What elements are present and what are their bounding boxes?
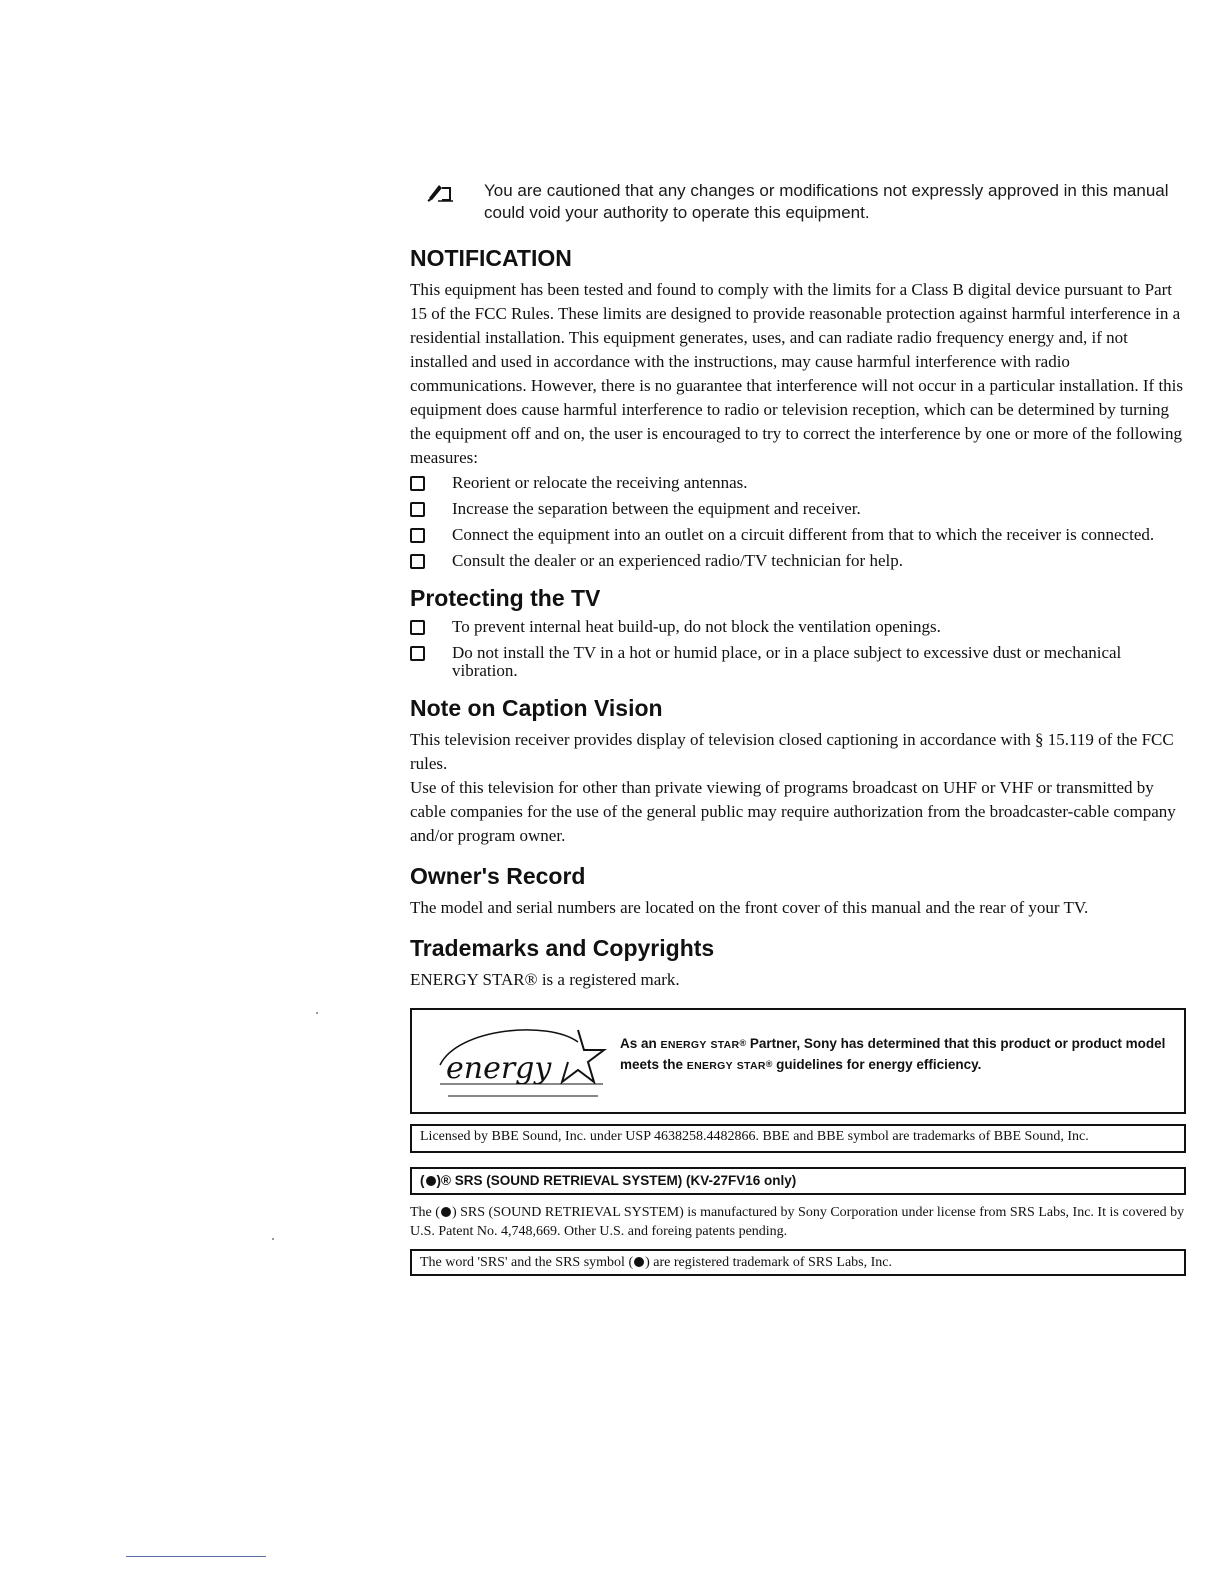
notification-section [410,244,1186,570]
owner-body: The model and serial numbers are located on the front cover of this manual and the rear of your TV. [410,898,1089,917]
owner-heading: Owner's Record [410,863,586,889]
trademarks-body: ENERGY STAR® is a registered mark. [410,970,680,989]
list-item: Consult the dealer or an experienced radio/TV technician for help. [410,552,1186,570]
scan-speck [316,1012,318,1014]
caption-heading: Note on Caption Vision [410,695,663,721]
checkbox-bullet-icon [410,476,425,491]
srs-symbol-icon [441,1207,451,1217]
checkbox-bullet-icon [410,502,425,517]
srs-trademark-box: The word 'SRS' and the SRS symbol ( ) are registered trademark of SRS Labs, Inc. [410,1249,1186,1276]
caution-text: You are cautioned that any changes or modifications not expressly approved in this manual could void your authority to operate this equipment. [484,181,1169,222]
list-item: Do not install the TV in a hot or humid place, or in a place subject to excessive dust or mechanical vibration. [410,644,1186,680]
srs-symbol-icon [426,1176,436,1186]
notification-heading: NOTIFICATION [410,245,572,271]
srs-title-box: ( )® SRS (SOUND RETRIEVAL SYSTEM) (KV-27FV16 only) [410,1167,1186,1195]
srs-paragraph: The ( ) SRS (SOUND RETRIEVAL SYSTEM) is manufactured by Sony Corporation under license from SRS Labs, Inc. It is covered by U.S. Patent No. 4,748,669. Other U.S. and foreing patents pending. [410,1205,1185,1239]
list-item: Connect the equipment into an outlet on a circuit different from that to which the receiver is connected. [410,526,1186,544]
protecting-list [410,618,1186,680]
energy-star-box [410,1008,1186,1114]
svg-text:energy: energy [446,1051,552,1086]
owner-section [410,862,1186,920]
bottom-rule [126,1556,266,1557]
caution-note [426,180,1186,224]
energy-star-statement: As an ENERGY STAR® Partner, Sony has determined that this product or product model meets the ENERGY STAR® guidelines for energy efficiency. [620,1036,1166,1072]
checkbox-bullet-icon [410,620,425,635]
list-item: Increase the separation between the equipment and receiver. [410,500,1186,518]
energy-star-logo [428,1020,608,1100]
trademarks-heading: Trademarks and Copyrights [410,935,715,961]
checkbox-bullet-icon [410,528,425,543]
trademarks-section [410,934,1186,1276]
list-item: To prevent internal heat build-up, do not block the ventilation openings. [410,618,1186,636]
checkbox-bullet-icon [410,646,425,661]
bbe-license-box: Licensed by BBE Sound, Inc. under USP 4638258.4482866. BBE and BBE symbol are trademarks of BBE Sound, Inc. [410,1124,1186,1153]
list-item: Reorient or relocate the receiving antennas. [410,474,1186,492]
protecting-heading: Protecting the TV [410,585,601,611]
caption-paragraph-1: This television receiver provides display of television closed captioning in accordance with § 15.119 of the FCC rules. [410,730,1174,773]
protecting-section [410,584,1186,680]
caption-paragraph-2: Use of this television for other than private viewing of programs broadcast on UHF or VHF or transmitted by cable companies for the use of the general public may require authorization from the broadcaster-cable company and/or program owner. [410,778,1176,845]
pencil-note-icon [426,180,456,202]
caption-section [410,694,1186,848]
srs-symbol-icon [634,1257,644,1267]
manual-page [410,180,1186,1276]
notification-body: This equipment has been tested and found to comply with the limits for a Class B digital device pursuant to Part 15 of the FCC Rules. These limits are designed to provide reasonable protection against harmful interference in a residential installation. This equipment generates, uses, and can radiate radio frequency energy and, if not installed and used in accordance with the instructions, may cause harmful interference with radio communications. However, there is no guarantee that interference will not occur in a particular installation. If this equipment does cause harmful interference to radio or television reception, which can be determined by turning the equipment off and on, the user is encouraged to try to correct the interference by one or more of the following measures: [410,280,1184,467]
notification-list [410,474,1186,570]
checkbox-bullet-icon [410,554,425,569]
scan-speck [272,1238,274,1240]
